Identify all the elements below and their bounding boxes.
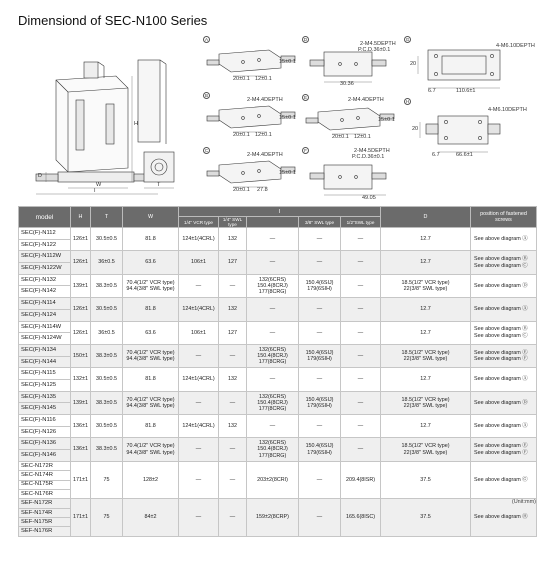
cell-d: 12.7 — [381, 415, 471, 438]
cell-i5: — — [341, 251, 381, 274]
cell-i3: — — [247, 228, 299, 251]
cell-w: 128±2 — [123, 461, 179, 499]
cell-d: 12.7 — [381, 251, 471, 274]
cell-pos: See above diagram Ⓓ — [471, 274, 537, 297]
cell-i2: 127 — [219, 251, 247, 274]
model-cell: SEC(F)-N125 — [19, 379, 71, 391]
cell-i2: — — [219, 274, 247, 297]
diagram-e-letter: E — [303, 95, 307, 100]
table-row — [19, 298, 537, 310]
cell-i1: — — [179, 461, 219, 499]
cell-pos: See above diagram Ⓓ — [471, 391, 537, 414]
cell-i5: — — [341, 321, 381, 344]
cell-t: 75 — [91, 461, 123, 499]
model-cell: SEC(F)-N114 — [19, 298, 71, 310]
cell-i4: — — [299, 415, 341, 438]
header-i: I — [179, 207, 381, 217]
dim-w-label: W — [96, 182, 102, 188]
dim-i-label: I — [94, 188, 96, 194]
diagram-a-letter: A — [204, 37, 208, 42]
cell-t: 30.5±0.5 — [91, 298, 123, 321]
cell-h: 132±1 — [71, 368, 91, 391]
diagram-a — [203, 36, 301, 84]
cell-w: 63.6 — [123, 321, 179, 344]
cell-h: 126±1 — [71, 321, 91, 344]
cell-h: 126±1 — [71, 228, 91, 251]
model-cell: SEC(F)-N122 — [19, 239, 71, 251]
cell-i5: — — [341, 274, 381, 297]
table-body — [19, 228, 537, 537]
cell-i5: — — [341, 415, 381, 438]
subheader-vcr: 1/4" VCR type — [179, 217, 219, 228]
diagram-h-label-1: 4-M6.10DEPTH — [488, 107, 527, 113]
cell-w: 63.6 — [123, 251, 179, 274]
dim-d-label: D — [38, 173, 42, 179]
table-row — [19, 391, 537, 403]
cell-i1: 124±1(4CRL) — [179, 298, 219, 321]
diagram-f-label-3: 49.05 — [362, 195, 376, 201]
cell-i4: — — [299, 298, 341, 321]
cell-pos: See above diagram Ⓐ — [471, 298, 537, 321]
model-cell: SEC(F)-N145 — [19, 403, 71, 415]
model-cell: SEC(F)-N142 — [19, 286, 71, 298]
model-cell: SEC(F)-N124 — [19, 309, 71, 321]
cell-d: 37.5 — [381, 461, 471, 499]
cell-d: 18.5(1/2" VCR type) 22(3/8" SWL type) — [381, 438, 471, 461]
cell-d: 18.5(1/2" VCR type) 22(3/8" SWL type) — [381, 391, 471, 414]
cell-w: 81.8 — [123, 415, 179, 438]
cell-h: 136±1 — [71, 438, 91, 461]
cell-t: 38.3±0.5 — [91, 344, 123, 367]
cell-h: 139±1 — [71, 391, 91, 414]
diagram-d-letter: D — [303, 37, 308, 42]
cell-pos: See above diagram Ⓐ — [471, 368, 537, 391]
cell-i4: 150.4(6SIJ) 179(6SIH) — [299, 344, 341, 367]
cell-t: 30.5±0.5 — [91, 228, 123, 251]
cell-d: 37.5 — [381, 499, 471, 537]
cell-i5: — — [341, 298, 381, 321]
diagram-h-label-3: 6.7 — [432, 152, 440, 158]
subheader-swl-12: 1/2"SWL type — [341, 217, 381, 228]
dim-t-label: T — [157, 182, 161, 188]
model-cell: SEC(F)-N112W — [19, 251, 71, 263]
diagram-c-letter: C — [204, 148, 209, 153]
page-title: Dimensiond of SEC-N100 Series — [18, 13, 208, 28]
cell-i4: — — [299, 461, 341, 499]
cell-i1: 106±1 — [179, 251, 219, 274]
diagram-b-label-1: 2-M4.4DEPTH — [247, 97, 283, 103]
model-cell: SEC-N175R — [19, 480, 71, 489]
cell-w: 81.8 — [123, 368, 179, 391]
cell-i1: — — [179, 391, 219, 414]
cell-i3: 159±2(8CRP) — [247, 499, 299, 537]
cell-i2: — — [219, 461, 247, 499]
dimension-table — [18, 206, 537, 537]
dim-h-label: H — [134, 121, 138, 127]
table-row — [19, 415, 537, 427]
diagram-f — [302, 147, 398, 201]
header-t: T — [91, 207, 123, 228]
cell-w: 81.8 — [123, 298, 179, 321]
cell-h: 139±1 — [71, 274, 91, 297]
cell-i3: — — [247, 415, 299, 438]
cell-w: 70.4(1/2" VCR type) 94.4(3/8" SWL type) — [123, 344, 179, 367]
diagram-b-label-3: 20±0.1 — [233, 132, 250, 138]
cell-i2: — — [219, 391, 247, 414]
subheader-blank — [247, 217, 299, 228]
cell-i3: — — [247, 368, 299, 391]
model-cell: SEC(F)-N136 — [19, 438, 71, 450]
cell-w: 70.4(1/2" VCR type) 94.4(3/8" SWL type) — [123, 274, 179, 297]
cell-i2: 127 — [219, 321, 247, 344]
cell-w: 70.4(1/2" VCR type) 94.4(3/8" SWL type) — [123, 391, 179, 414]
cell-i4: — — [299, 321, 341, 344]
model-cell: SEC-N176R — [19, 489, 71, 498]
cell-i2: — — [219, 344, 247, 367]
header-h: H — [71, 207, 91, 228]
diagram-a-label-3: 12±0.1 — [255, 76, 272, 82]
header-position: position of fastened screws — [471, 207, 537, 228]
diagram-a-label-1: 15±0.1 — [279, 59, 296, 65]
cell-i5: 209.4(8ISR) — [341, 461, 381, 499]
cell-pos: See above diagram Ⓔ See above diagram Ⓕ — [471, 438, 537, 461]
cell-i5: — — [341, 391, 381, 414]
model-cell: SEC(F)-N116 — [19, 415, 71, 427]
diagram-d-label-3: 30.36 — [340, 81, 354, 87]
diagram-e-label-2: 15±0.1 — [378, 117, 395, 123]
cell-d: 18.5(1/2" VCR type) 22(3/8" SWL type) — [381, 344, 471, 367]
cell-i4: 150.4(6SIJ) 179(6SIH) — [299, 391, 341, 414]
cell-i3: 132(6CRS) 150.4(8CRJ) 177(8CRG) — [247, 344, 299, 367]
cell-i1: 124±1(4CRL) — [179, 228, 219, 251]
diagram-f-label-1: 2-M4.5DEPTH — [354, 148, 390, 154]
table-row — [19, 251, 537, 263]
diagram-h-label-2: 20 — [412, 126, 419, 132]
diagram-g-label-1: 4-M6.10DEPTH — [496, 43, 535, 49]
table-row — [19, 368, 537, 380]
table-row — [19, 321, 537, 333]
cell-i3: — — [247, 298, 299, 321]
model-cell: SEC(F)-N134 — [19, 344, 71, 356]
model-cell: SEC-N172R — [19, 461, 71, 470]
diagram-g — [404, 36, 536, 94]
cell-d: 12.7 — [381, 298, 471, 321]
model-cell: SEF-N174R — [19, 508, 71, 517]
cell-pos: See above diagram Ⓐ — [471, 228, 537, 251]
cell-i3: 132(6CRS) 150.4(8CRJ) 177(8CRG) — [247, 391, 299, 414]
diagram-d-label-2: P.C.D.36±0.1 — [358, 47, 391, 53]
model-cell: SEC(F)-N146 — [19, 450, 71, 462]
cell-d: 18.5(1/2" VCR type) 22(3/8" SWL type) — [381, 274, 471, 297]
diagram-c-label-3: 20±0.1 — [233, 187, 250, 193]
model-cell: SEC(F)-N135 — [19, 391, 71, 403]
cell-i4: — — [299, 368, 341, 391]
cell-i4: — — [299, 228, 341, 251]
diagram-e-label-4: 12±0.1 — [354, 134, 371, 140]
header-d: D — [381, 207, 471, 228]
table-row — [19, 344, 537, 356]
cell-i5: — — [341, 344, 381, 367]
cell-i1: 124±1(4CRL) — [179, 415, 219, 438]
cell-i5: — — [341, 228, 381, 251]
diagram-b — [203, 92, 301, 140]
diagram-h-label-4: 66.6±1 — [456, 152, 473, 158]
cell-t: 38.3±0.5 — [91, 391, 123, 414]
main-product-svg — [18, 48, 194, 198]
model-cell: SEC(F)-N114W — [19, 321, 71, 333]
cell-i2: — — [219, 499, 247, 537]
cell-i2: 132 — [219, 415, 247, 438]
cell-pos: See above diagram Ⓑ See above diagram Ⓒ — [471, 251, 537, 274]
table-row — [19, 499, 537, 508]
cell-i5: — — [341, 368, 381, 391]
cell-i2: 132 — [219, 228, 247, 251]
diagram-e — [302, 94, 398, 142]
diagram-f-letter: F — [302, 147, 309, 154]
cell-i4: 150.4(6SIJ) 179(6SIH) — [299, 438, 341, 461]
model-cell: SEC(F)-N112 — [19, 228, 71, 240]
cell-i3: — — [247, 321, 299, 344]
subheader-swl: 1/4" SWL type — [219, 217, 247, 228]
diagram-e-label-1: 2-M4.4DEPTH — [348, 97, 384, 103]
diagram-h — [404, 98, 536, 158]
cell-i1: 124±1(4CRL) — [179, 368, 219, 391]
cell-i5: — — [341, 438, 381, 461]
cell-i5: 165.6(8ISC) — [341, 499, 381, 537]
table-row — [19, 461, 537, 470]
cell-t: 30.5±0.5 — [91, 415, 123, 438]
model-cell: SEF-N172R — [19, 499, 71, 508]
cell-t: 36±0.5 — [91, 251, 123, 274]
table-row — [19, 438, 537, 450]
cell-i4: — — [299, 499, 341, 537]
model-cell: SEC(F)-N124W — [19, 333, 71, 345]
cell-d: 12.7 — [381, 368, 471, 391]
diagram-f-label-2: P.C.D.36±0.1 — [352, 154, 385, 160]
cell-h: 126±1 — [71, 251, 91, 274]
cell-i3: 203±2(8CRI) — [247, 461, 299, 499]
cell-w: 70.4(1/2" VCR type) 94.4(3/8" SWL type) — [123, 438, 179, 461]
diagram-g-label-4: 110.6±1 — [456, 88, 476, 94]
table-row — [19, 274, 537, 286]
model-cell: SEC(F)-N144 — [19, 356, 71, 368]
cell-t: 75 — [91, 499, 123, 537]
cell-pos: See above diagram Ⓗ — [471, 499, 537, 537]
subheader-swl-38: 3/8" SWL type — [299, 217, 341, 228]
cell-h: 126±1 — [71, 298, 91, 321]
cell-i3: — — [247, 251, 299, 274]
cell-i3: 132(6CRS) 150.4(8CRJ) 177(8CRG) — [247, 438, 299, 461]
dimension-drawings — [18, 34, 536, 202]
cell-h: 150±1 — [71, 344, 91, 367]
model-cell: SEC(F)-N132 — [19, 274, 71, 286]
diagram-c-label-4: 27.8 — [257, 187, 268, 193]
diagram-c — [203, 147, 301, 197]
header-w: W — [123, 207, 179, 228]
diagram-d-label-1: 2-M4.5DEPTH — [360, 41, 396, 47]
diagram-c-label-1: 2-M4.4DEPTH — [247, 152, 283, 158]
cell-t: 38.3±0.5 — [91, 438, 123, 461]
cell-i1: — — [179, 344, 219, 367]
diagram-h-letter: H — [405, 99, 410, 104]
model-cell: SEC(F)-N126 — [19, 426, 71, 438]
diagram-c-label-2: 15±0.1 — [279, 170, 296, 176]
cell-h: 171±1 — [71, 499, 91, 537]
main-product-drawing — [18, 48, 194, 198]
cell-i1: — — [179, 438, 219, 461]
cell-i3: 132(6CRS) 150.4(8CRJ) 177(8CRG) — [247, 274, 299, 297]
unit-note: (Unit:mm) — [511, 499, 536, 505]
model-cell: SEF-N176R — [19, 527, 71, 536]
cell-h: 136±1 — [71, 415, 91, 438]
diagram-b-label-2: 15±0.1 — [279, 115, 296, 121]
cell-i2: — — [219, 438, 247, 461]
diagram-g-letter: G — [405, 37, 410, 42]
cell-pos: See above diagram Ⓖ — [471, 461, 537, 499]
cell-pos: See above diagram Ⓔ See above diagram Ⓕ — [471, 344, 537, 367]
diagram-e-label-3: 20±0.1 — [332, 134, 349, 140]
cell-d: 12.7 — [381, 228, 471, 251]
cell-i4: — — [299, 251, 341, 274]
cell-i2: 132 — [219, 368, 247, 391]
cell-t: 38.3±0.5 — [91, 274, 123, 297]
header-model: model — [19, 207, 71, 228]
model-cell: SEC(F)-N115 — [19, 368, 71, 380]
diagram-b-letter: B — [204, 93, 208, 98]
cell-i2: 132 — [219, 298, 247, 321]
cell-t: 30.5±0.5 — [91, 368, 123, 391]
cell-t: 36±0.5 — [91, 321, 123, 344]
cell-i1: — — [179, 274, 219, 297]
diagram-g-label-3: 6.7 — [428, 88, 436, 94]
diagram-d — [302, 36, 398, 88]
model-cell: SEC(F)-N122W — [19, 263, 71, 275]
table-row — [19, 228, 537, 240]
cell-pos: See above diagram Ⓑ See above diagram Ⓒ — [471, 321, 537, 344]
model-cell: SEF-N175R — [19, 518, 71, 527]
diagram-g-label-2: 20 — [410, 61, 417, 67]
cell-i1: — — [179, 499, 219, 537]
cell-w: 84±2 — [123, 499, 179, 537]
model-cell: SEC-N174R — [19, 471, 71, 480]
cell-i1: 106±1 — [179, 321, 219, 344]
diagram-a-label-2: 20±0.1 — [233, 76, 250, 82]
cell-i4: 150.4(6SIJ) 179(6SIH) — [299, 274, 341, 297]
cell-pos: See above diagram Ⓐ — [471, 415, 537, 438]
diagram-b-label-4: 12±0.1 — [255, 132, 272, 138]
cell-w: 81.8 — [123, 228, 179, 251]
cell-d: 12.7 — [381, 321, 471, 344]
cell-h: 171±1 — [71, 461, 91, 499]
